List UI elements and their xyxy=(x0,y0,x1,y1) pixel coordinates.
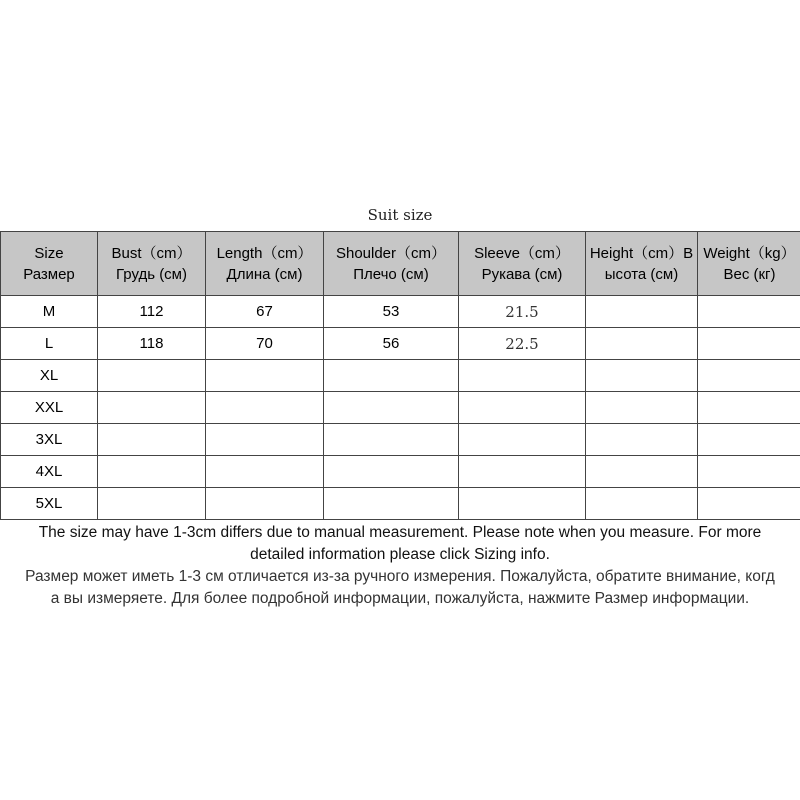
header-sleeve-ru: Рукава (см) xyxy=(481,265,563,283)
measurement-note-russian xyxy=(0,566,800,610)
cell-bust xyxy=(98,392,206,424)
cell-size: XXL xyxy=(1,392,98,424)
cell-weight xyxy=(698,392,800,424)
cell-shoulder xyxy=(324,392,459,424)
cell-sleeve: 22.5 xyxy=(459,328,586,360)
cell-sleeve xyxy=(459,424,586,456)
cell-weight xyxy=(698,296,800,328)
header-bust xyxy=(98,232,206,296)
table-row xyxy=(1,424,800,456)
cell-size: 5XL xyxy=(1,488,98,520)
cell-size: 3XL xyxy=(1,424,98,456)
cell-length xyxy=(206,488,324,520)
cell-length: 70 xyxy=(206,328,324,360)
cell-size: L xyxy=(1,328,98,360)
cell-shoulder: 56 xyxy=(324,328,459,360)
cell-size: XL xyxy=(1,360,98,392)
note-en-line-2: detailed information please click Sizing info. xyxy=(250,546,550,563)
cell-height xyxy=(586,456,698,488)
size-table xyxy=(0,231,800,520)
cell-sleeve xyxy=(459,360,586,392)
cell-shoulder: 53 xyxy=(324,296,459,328)
table-row xyxy=(1,328,800,360)
cell-length xyxy=(206,424,324,456)
header-size xyxy=(1,232,98,296)
table-row xyxy=(1,488,800,520)
cell-height xyxy=(586,296,698,328)
header-shoulder xyxy=(324,232,459,296)
note-ru-line-2: а вы измеряете. Для более подробной информации, пожалуйста, нажмите Размер информации. xyxy=(50,590,750,607)
cell-length xyxy=(206,360,324,392)
header-row xyxy=(1,232,800,296)
cell-sleeve xyxy=(459,488,586,520)
header-weight-ru: Вес (кг) xyxy=(723,265,776,283)
cell-bust xyxy=(98,456,206,488)
header-size-ru: Размер xyxy=(23,265,75,283)
header-length-ru: Длина (см) xyxy=(226,265,303,283)
header-sleeve xyxy=(459,232,586,296)
cell-length xyxy=(206,392,324,424)
cell-shoulder xyxy=(324,488,459,520)
cell-bust xyxy=(98,488,206,520)
cell-height xyxy=(586,360,698,392)
table-row xyxy=(1,456,800,488)
header-weight xyxy=(698,232,800,296)
cell-shoulder xyxy=(324,360,459,392)
cell-weight xyxy=(698,360,800,392)
cell-length xyxy=(206,456,324,488)
header-weight-en: Weight（kg） xyxy=(703,244,796,262)
cell-bust: 112 xyxy=(98,296,206,328)
cell-sleeve xyxy=(459,456,586,488)
cell-height xyxy=(586,328,698,360)
cell-weight xyxy=(698,424,800,456)
header-shoulder-ru: Плечо (см) xyxy=(353,265,429,283)
cell-length: 67 xyxy=(206,296,324,328)
cell-bust xyxy=(98,424,206,456)
table-row xyxy=(1,296,800,328)
cell-bust: 118 xyxy=(98,328,206,360)
header-sleeve-en: Sleeve（cm） xyxy=(474,244,570,262)
cell-size: 4XL xyxy=(1,456,98,488)
cell-weight xyxy=(698,488,800,520)
header-height-ru: ысота (см) xyxy=(604,265,679,283)
cell-height xyxy=(586,424,698,456)
cell-size: M xyxy=(1,296,98,328)
cell-height xyxy=(586,392,698,424)
table-title: Suit size xyxy=(367,206,433,224)
measurement-note-english xyxy=(0,522,800,566)
header-height xyxy=(586,232,698,296)
cell-bust xyxy=(98,360,206,392)
cell-weight xyxy=(698,456,800,488)
header-size-en: Size xyxy=(34,244,64,262)
note-ru-line-1: Размер может иметь 1-3 см отличается из-за ручного измерения. Пожалуйста, обратите внимание, когд xyxy=(25,568,775,585)
cell-weight xyxy=(698,328,800,360)
cell-sleeve: 21.5 xyxy=(459,296,586,328)
header-shoulder-en: Shoulder（cm） xyxy=(335,244,447,262)
table-row xyxy=(1,360,800,392)
cell-height xyxy=(586,488,698,520)
header-height-en: Height（cm）В xyxy=(589,244,694,262)
cell-shoulder xyxy=(324,456,459,488)
cell-sleeve xyxy=(459,392,586,424)
header-length xyxy=(206,232,324,296)
header-length-en: Length（cm） xyxy=(216,244,313,262)
cell-shoulder xyxy=(324,424,459,456)
table-row xyxy=(1,392,800,424)
header-bust-en: Bust（cm） xyxy=(111,244,192,262)
note-en-line-1: The size may have 1-3cm differs due to manual measurement. Please note when you measure. For more xyxy=(38,524,762,541)
header-bust-ru: Грудь (см) xyxy=(116,265,187,283)
